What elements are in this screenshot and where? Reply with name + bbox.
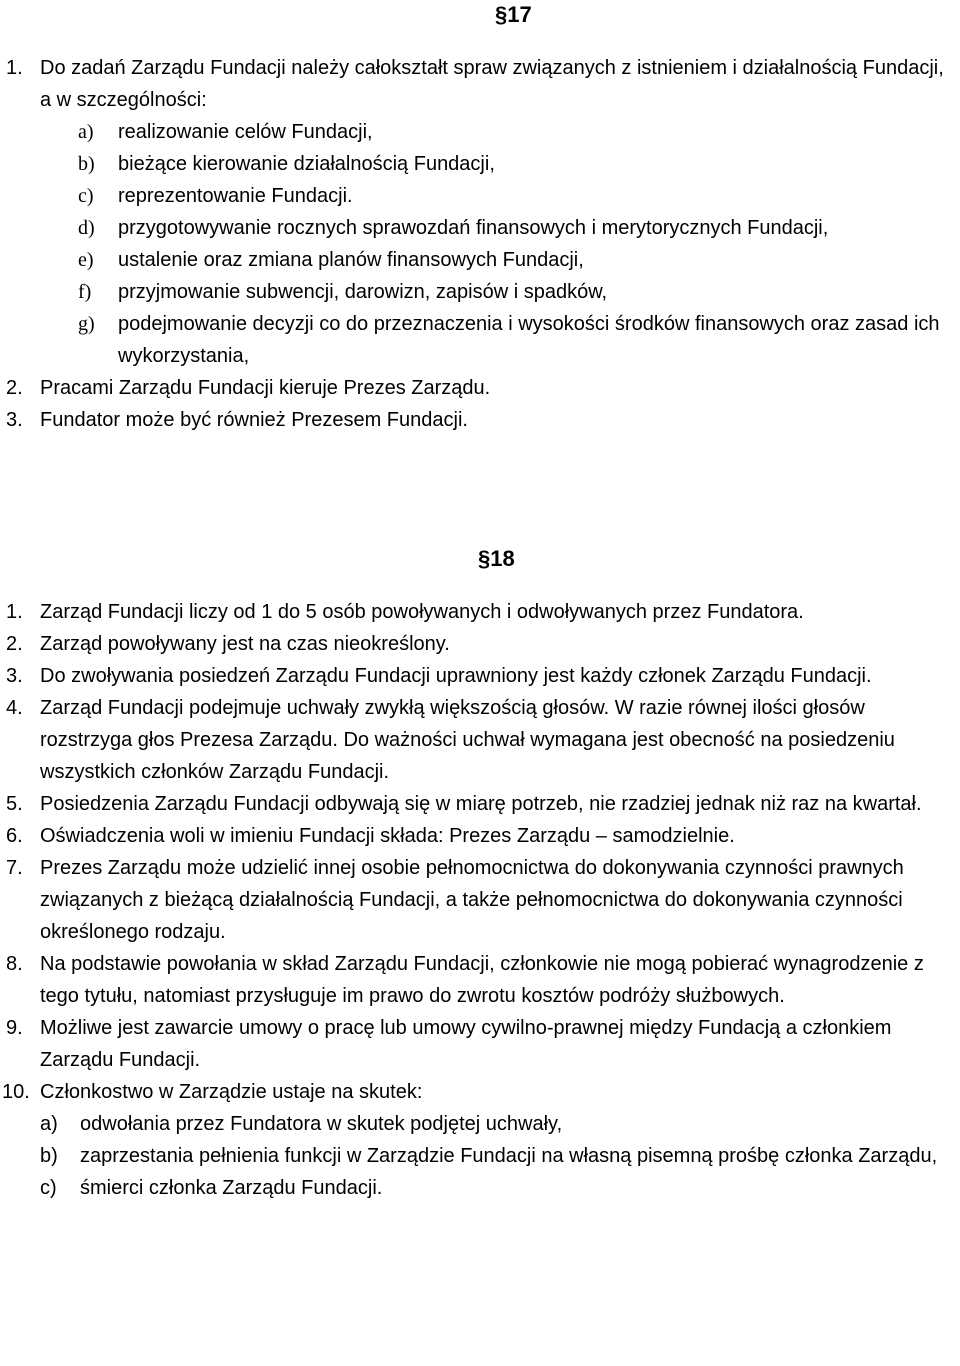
s18-item-3 <box>0 660 960 692</box>
s18-item-8 <box>0 948 960 1012</box>
s18-item-10 <box>0 1076 960 1108</box>
s18-item-1 <box>0 596 960 628</box>
s17-subitem-g <box>0 308 960 372</box>
item-number: 7. <box>6 857 23 879</box>
subitem-text: przyjmowanie subwencji, darowizn, zapisów i spadków, <box>118 281 608 303</box>
item-text: Do zadań Zarządu Fundacji należy całokształt spraw związanych z istnieniem i działalnością Fundacji, a w szczególności: <box>40 57 944 111</box>
item-text: Pracami Zarządu Fundacji kieruje Prezes Zarządu. <box>40 377 491 399</box>
subitem-letter: g) <box>78 313 95 335</box>
subitem-letter: b) <box>78 153 95 175</box>
subitem-text: zaprzestania pełnienia funkcji w Zarządzie Fundacji na własną pisemną prośbę członka Zarządu, <box>80 1145 938 1167</box>
subitem-letter: e) <box>78 249 94 271</box>
item-number: 3. <box>6 409 23 431</box>
section-17-body <box>0 52 960 436</box>
item-number: 9. <box>6 1017 23 1039</box>
item-number: 10. <box>2 1081 30 1103</box>
item-text: Oświadczenia woli w imieniu Fundacji składa: Prezes Zarządu – samodzielnie. <box>40 825 735 847</box>
s18-subitem-c <box>0 1172 960 1204</box>
item-number: 6. <box>6 825 23 847</box>
s18-item-7 <box>0 852 960 948</box>
item-number: 3. <box>6 665 23 687</box>
item-text: Posiedzenia Zarządu Fundacji odbywają się w miarę potrzeb, nie rzadziej jednak niż raz na kwartał. <box>40 793 922 815</box>
item-text: Członkostwo w Zarządzie ustaje na skutek: <box>40 1081 423 1103</box>
item-number: 2. <box>6 377 23 399</box>
s18-item-9 <box>0 1012 960 1076</box>
subitem-text: realizowanie celów Fundacji, <box>118 121 373 143</box>
s17-subitem-e <box>0 244 960 276</box>
subitem-letter: b) <box>40 1145 58 1167</box>
item-number: 5. <box>6 793 23 815</box>
subitem-letter: c) <box>78 185 94 207</box>
s18-subitem-b <box>0 1140 960 1172</box>
s17-subitem-f <box>0 276 960 308</box>
s17-subitem-c <box>0 180 960 212</box>
s17-subitem-a <box>0 116 960 148</box>
item-text: Fundator może być również Prezesem Fundacji. <box>40 409 468 431</box>
s17-item-2 <box>0 372 960 404</box>
s18-item-5 <box>0 788 960 820</box>
s17-item-1 <box>0 52 960 116</box>
section-17-heading: §17 <box>495 2 532 27</box>
item-number: 2. <box>6 633 23 655</box>
s18-subitem-a <box>0 1108 960 1140</box>
s18-item-6 <box>0 820 960 852</box>
item-text: Do zwoływania posiedzeń Zarządu Fundacji uprawniony jest każdy członek Zarządu Fundacji. <box>40 665 872 687</box>
s17-subitem-d <box>0 212 960 244</box>
subitem-text: reprezentowanie Fundacji. <box>118 185 353 207</box>
subitem-letter: f) <box>78 281 92 303</box>
subitem-text: podejmowanie decyzji co do przeznaczenia i wysokości środków finansowych oraz zasad ich wykorzystania, <box>118 313 940 367</box>
item-text: Zarząd Fundacji podejmuje uchwały zwykłą większością głosów. W razie równej ilości głosów rozstrzyga głos Prezesa Zarządu. Do ważności uchwał wymagana jest obecność na posiedzeniu wszystkich członków Zarządu Fundacji. <box>40 697 895 783</box>
section-18-body <box>0 596 960 1204</box>
item-number: 1. <box>6 57 23 79</box>
item-number: 4. <box>6 697 23 719</box>
subitem-letter: d) <box>78 217 95 239</box>
item-text: Prezes Zarządu może udzielić innej osobie pełnomocnictwa do dokonywania czynności prawnych związanych z bieżącą działalnością Fundacji, a także pełnomocnictwa do dokonywania czynności określonego rodzaju. <box>40 857 904 943</box>
subitem-letter: a) <box>78 121 94 143</box>
s17-subitem-b <box>0 148 960 180</box>
item-text: Na podstawie powołania w skład Zarządu Fundacji, członkowie nie mogą pobierać wynagrodzenie z tego tytułu, natomiast przysługuje im prawo do zwrotu kosztów podróży służbowych. <box>40 953 924 1007</box>
s18-item-2 <box>0 628 960 660</box>
subitem-text: bieżące kierowanie działalnością Fundacji, <box>118 153 495 175</box>
s18-item-4 <box>0 692 960 788</box>
item-text: Możliwe jest zawarcie umowy o pracę lub umowy cywilno-prawnej między Fundacją a członkiem Zarządu Fundacji. <box>40 1017 892 1071</box>
subitem-text: śmierci członka Zarządu Fundacji. <box>80 1177 383 1199</box>
subitem-text: przygotowywanie rocznych sprawozdań finansowych i merytorycznych Fundacji, <box>118 217 829 239</box>
s17-item-3 <box>0 404 960 436</box>
subitem-letter: a) <box>40 1113 58 1135</box>
item-text: Zarząd powoływany jest na czas nieokreślony. <box>40 633 450 655</box>
subitem-text: odwołania przez Fundatora w skutek podjętej uchwały, <box>80 1113 563 1135</box>
item-number: 8. <box>6 953 23 975</box>
subitem-text: ustalenie oraz zmiana planów finansowych Fundacji, <box>118 249 584 271</box>
subitem-letter: c) <box>40 1177 57 1199</box>
section-18-heading: §18 <box>478 546 515 571</box>
item-text: Zarząd Fundacji liczy od 1 do 5 osób powoływanych i odwoływanych przez Fundatora. <box>40 601 804 623</box>
item-number: 1. <box>6 601 23 623</box>
